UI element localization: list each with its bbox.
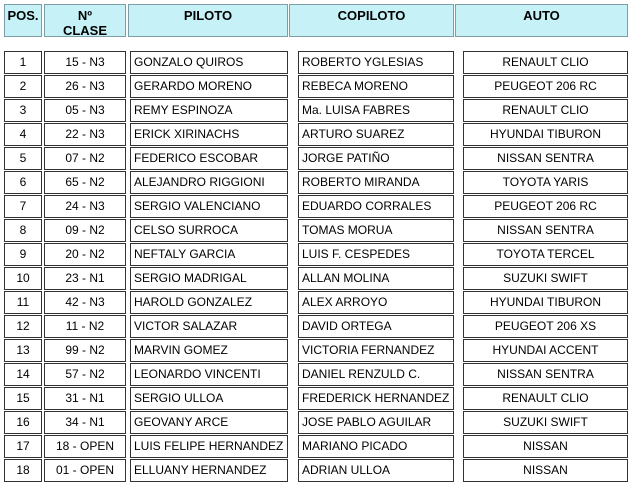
- cell-numero-clase: 42 - N3: [44, 291, 126, 314]
- cell-pos: 5: [4, 147, 42, 170]
- cell-numero-clase: 31 - N1: [44, 387, 126, 410]
- cell-piloto: NEFTALY GARCIA: [130, 243, 288, 266]
- cell-pos: 10: [4, 267, 42, 290]
- cell-piloto: SERGIO ULLOA: [130, 387, 288, 410]
- cell-piloto: VICTOR SALAZAR: [130, 315, 288, 338]
- cell-numero-clase: 18 - OPEN: [44, 435, 126, 458]
- cell-auto: TOYOTA YARIS: [463, 171, 628, 194]
- cell-numero-clase: 15 - N3: [44, 51, 126, 74]
- cell-copiloto: REBECA MORENO: [298, 75, 454, 98]
- cell-numero-clase: 34 - N1: [44, 411, 126, 434]
- header-clase: CLASE: [62, 23, 108, 38]
- cell-piloto: ERICK XIRINACHS: [130, 123, 288, 146]
- cell-piloto: SERGIO MADRIGAL: [130, 267, 288, 290]
- cell-piloto: GERARDO MORENO: [130, 75, 288, 98]
- cell-numero-clase: 22 - N3: [44, 123, 126, 146]
- cell-numero-clase: 26 - N3: [44, 75, 126, 98]
- cell-auto: SUZUKI SWIFT: [463, 411, 628, 434]
- cell-piloto: CELSO SURROCA: [130, 219, 288, 242]
- cell-numero-clase: 07 - N2: [44, 147, 126, 170]
- cell-piloto: LUIS FELIPE HERNANDEZ: [130, 435, 288, 458]
- cell-piloto: SERGIO VALENCIANO: [130, 195, 288, 218]
- header-piloto: PILOTO: [128, 4, 288, 37]
- cell-pos: 13: [4, 339, 42, 362]
- cell-copiloto: EDUARDO CORRALES: [298, 195, 454, 218]
- cell-pos: 6: [4, 171, 42, 194]
- cell-pos: 4: [4, 123, 42, 146]
- cell-numero-clase: 23 - N1: [44, 267, 126, 290]
- cell-auto: TOYOTA TERCEL: [463, 243, 628, 266]
- cell-piloto: REMY ESPINOZA: [130, 99, 288, 122]
- cell-numero-clase: 11 - N2: [44, 315, 126, 338]
- cell-auto: RENAULT CLIO: [463, 51, 628, 74]
- cell-pos: 7: [4, 195, 42, 218]
- cell-copiloto: Ma. LUISA FABRES: [298, 99, 454, 122]
- cell-copiloto: ROBERTO YGLESIAS: [298, 51, 454, 74]
- cell-numero-clase: 01 - OPEN: [44, 459, 126, 482]
- header-copiloto: COPILOTO: [289, 4, 454, 37]
- cell-copiloto: DANIEL RENZULD C.: [298, 363, 454, 386]
- cell-numero-clase: 09 - N2: [44, 219, 126, 242]
- cell-pos: 12: [4, 315, 42, 338]
- header-numero-clase: [44, 4, 126, 37]
- cell-piloto: LEONARDO VINCENTI: [130, 363, 288, 386]
- cell-piloto: ELLUANY HERNANDEZ: [130, 459, 288, 482]
- cell-pos: 1: [4, 51, 42, 74]
- cell-copiloto: FREDERICK HERNANDEZ: [298, 387, 454, 410]
- cell-auto: PEUGEOT 206 RC: [463, 195, 628, 218]
- cell-pos: 15: [4, 387, 42, 410]
- cell-piloto: ALEJANDRO RIGGIONI: [130, 171, 288, 194]
- cell-numero-clase: 20 - N2: [44, 243, 126, 266]
- cell-piloto: GEOVANY ARCE: [130, 411, 288, 434]
- header-auto: AUTO: [455, 4, 628, 37]
- cell-pos: 14: [4, 363, 42, 386]
- cell-numero-clase: 05 - N3: [44, 99, 126, 122]
- header-pos: POS.: [4, 4, 42, 37]
- cell-auto: HYUNDAI TIBURON: [463, 291, 628, 314]
- cell-copiloto: JORGE PATIÑO: [298, 147, 454, 170]
- cell-auto: SUZUKI SWIFT: [463, 267, 628, 290]
- header-numero: Nº: [77, 8, 93, 23]
- cell-copiloto: ALLAN MOLINA: [298, 267, 454, 290]
- cell-copiloto: MARIANO PICADO: [298, 435, 454, 458]
- cell-numero-clase: 57 - N2: [44, 363, 126, 386]
- cell-numero-clase: 99 - N2: [44, 339, 126, 362]
- cell-pos: 17: [4, 435, 42, 458]
- cell-pos: 3: [4, 99, 42, 122]
- cell-copiloto: TOMAS MORUA: [298, 219, 454, 242]
- cell-copiloto: LUIS F. CESPEDES: [298, 243, 454, 266]
- cell-piloto: GONZALO QUIROS: [130, 51, 288, 74]
- cell-auto: NISSAN SENTRA: [463, 219, 628, 242]
- cell-auto: RENAULT CLIO: [463, 99, 628, 122]
- cell-auto: PEUGEOT 206 XS: [463, 315, 628, 338]
- cell-copiloto: ALEX ARROYO: [298, 291, 454, 314]
- cell-auto: PEUGEOT 206 RC: [463, 75, 628, 98]
- cell-copiloto: ADRIAN ULLOA: [298, 459, 454, 482]
- cell-piloto: HAROLD GONZALEZ: [130, 291, 288, 314]
- cell-pos: 18: [4, 459, 42, 482]
- cell-auto: NISSAN SENTRA: [463, 147, 628, 170]
- cell-pos: 11: [4, 291, 42, 314]
- cell-auto: NISSAN: [463, 459, 628, 482]
- cell-pos: 8: [4, 219, 42, 242]
- cell-auto: NISSAN: [463, 435, 628, 458]
- cell-piloto: MARVIN GOMEZ: [130, 339, 288, 362]
- cell-pos: 16: [4, 411, 42, 434]
- cell-auto: HYUNDAI TIBURON: [463, 123, 628, 146]
- cell-numero-clase: 65 - N2: [44, 171, 126, 194]
- cell-pos: 2: [4, 75, 42, 98]
- cell-copiloto: ARTURO SUAREZ: [298, 123, 454, 146]
- cell-copiloto: ROBERTO MIRANDA: [298, 171, 454, 194]
- cell-pos: 9: [4, 243, 42, 266]
- cell-copiloto: VICTORIA FERNANDEZ: [298, 339, 454, 362]
- cell-copiloto: JOSE PABLO AGUILAR: [298, 411, 454, 434]
- cell-copiloto: DAVID ORTEGA: [298, 315, 454, 338]
- cell-auto: HYUNDAI ACCENT: [463, 339, 628, 362]
- cell-numero-clase: 24 - N3: [44, 195, 126, 218]
- cell-auto: NISSAN SENTRA: [463, 363, 628, 386]
- cell-piloto: FEDERICO ESCOBAR: [130, 147, 288, 170]
- cell-auto: RENAULT CLIO: [463, 387, 628, 410]
